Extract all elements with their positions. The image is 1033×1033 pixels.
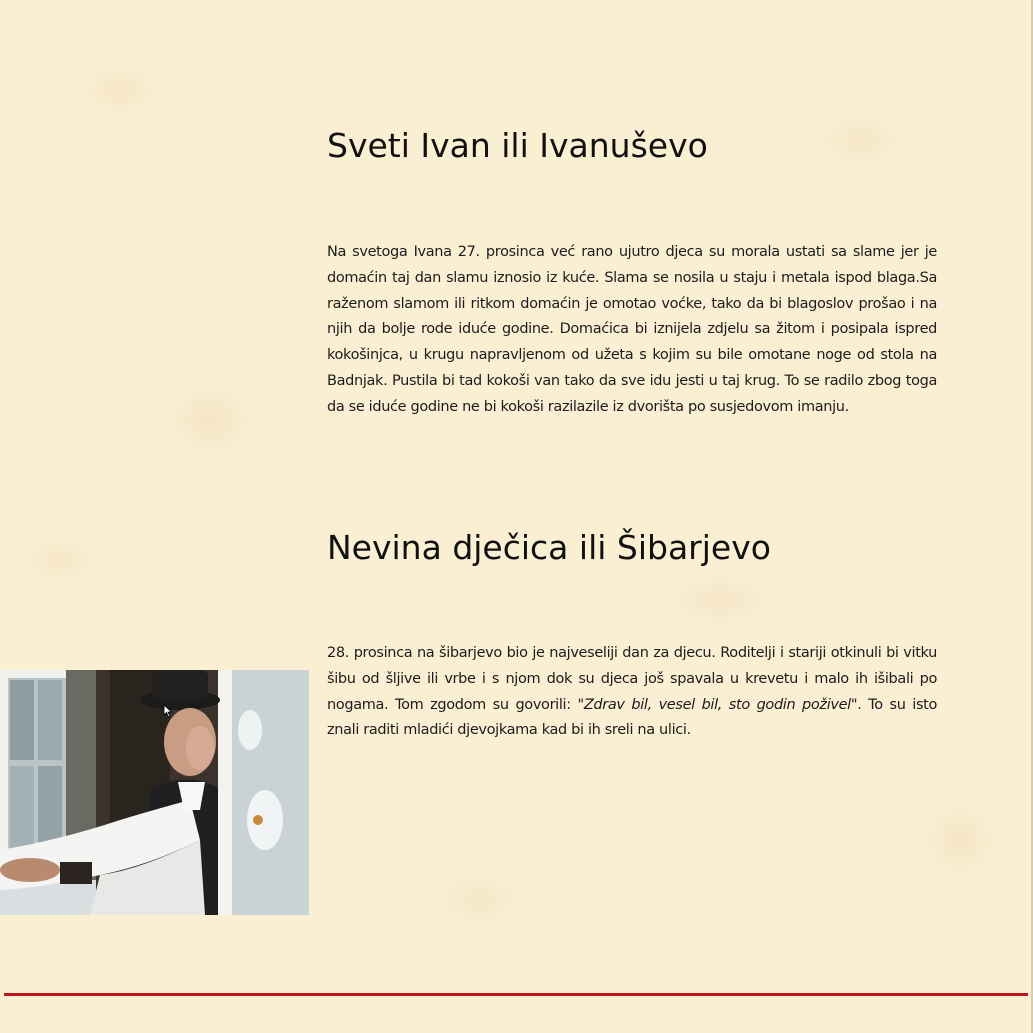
section-heading-sibarjevo: Nevina dječica ili Šibarjevo [327,528,771,567]
mouse-cursor-icon [163,704,173,718]
footer-rule [4,993,1028,996]
sibarjevo-quote: "Zdrav bil, vesel bil, sto godin poživel" [577,696,858,713]
sibarjevo-text-lead: 28. prosinca na šibarjevo bio je najveseliji dan za djecu. Roditelji i stariji otkinuli bi vitku šibu od šljive ili vrbe i s njom dok su djeca još spavala u krevetu i malo ih išibali po nogama. Tom zgodom su govorili: [327,645,937,713]
section-text-sveti-ivan: Na svetoga Ivana 27. prosinca već rano ujutro djeca su morala ustati sa slame jer je domaćin taj dan slamu iznosio iz kuće. Slama se nosila u staju i metala ispod blaga.Sa raženom slamom ili ritkom domaćin je omotao voćke, tako da bi blagoslov prošao i na njih da bolje rode iduće godine. Domaćica bi iznijela zdjelu sa žitom i posipala ispred kokošinjca, u krugu napravljenom od užeta s kojim su bile omotane noge od stola na Badnjak. Pustila bi tad kokoši van tako da sve idu jesti u taj krug. To se radilo zbog toga da se iduće godine ne bi kokoši razilazile iz dvorišta po susjedovom imanju. [327,244,937,415]
sibarjevo-text-tail: . To su isto znali raditi mladići djevojkama kad bi ih sreli na ulici. [327,696,938,739]
section-heading-sveti-ivan: Sveti Ivan ili Ivanuševo [327,126,708,165]
section-text-sibarjevo [327,641,937,744]
photo-man-at-window [0,670,309,915]
